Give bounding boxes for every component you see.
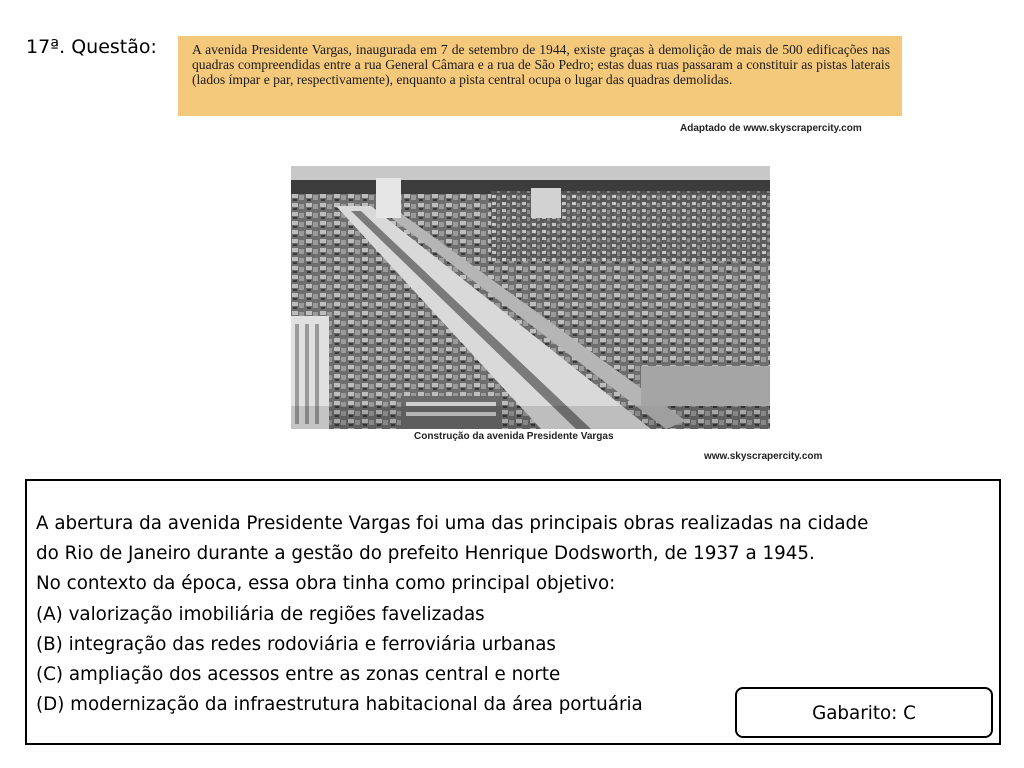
photo-caption: Construção da avenida Presidente Vargas [414,431,614,442]
option-a: (A) valorização imobiliária de regiões favelizadas [36,603,485,625]
option-d: (D) modernização da infraestrutura habitacional da área portuária [36,694,643,716]
question-prompt: No contexto da época, essa obra tinha como principal objetivo: [36,573,616,595]
excerpt-text: A avenida Presidente Vargas, inaugurada em 7 de setembro de 1944, existe graças à demolição de mais de 500 edificações nas quadras compreendidas entre a rua General Câmara e a rua de São Pedro; estas duas ruas passaram a constituir as pistas laterais (lados ímpar e par, respectivamente), enquanto a pista central ocupa o lugar das quadras demolidas. [192,42,890,87]
answer-key-box [735,687,993,738]
option-c: (C) ampliação dos acessos entre as zonas central e norte [36,664,561,686]
question-line: A abertura da avenida Presidente Vargas foi uma das principais obras realizadas na cidade [36,513,869,534]
excerpt-source: Adaptado de www.skyscrapercity.com [680,123,862,134]
construction-photo [291,166,770,429]
photo-source: www.skyscrapercity.com [704,451,823,462]
question-line: do Rio de Janeiro durante a gestão do prefeito Henrique Dodsworth, de 1937 a 1945. [36,543,815,565]
answer-key-text: Gabarito: C [812,703,916,724]
excerpt-box [178,36,902,116]
question-number: 17ª. Questão: [26,36,157,58]
option-b: (B) integração das redes rodoviária e ferroviária urbanas [36,633,556,655]
